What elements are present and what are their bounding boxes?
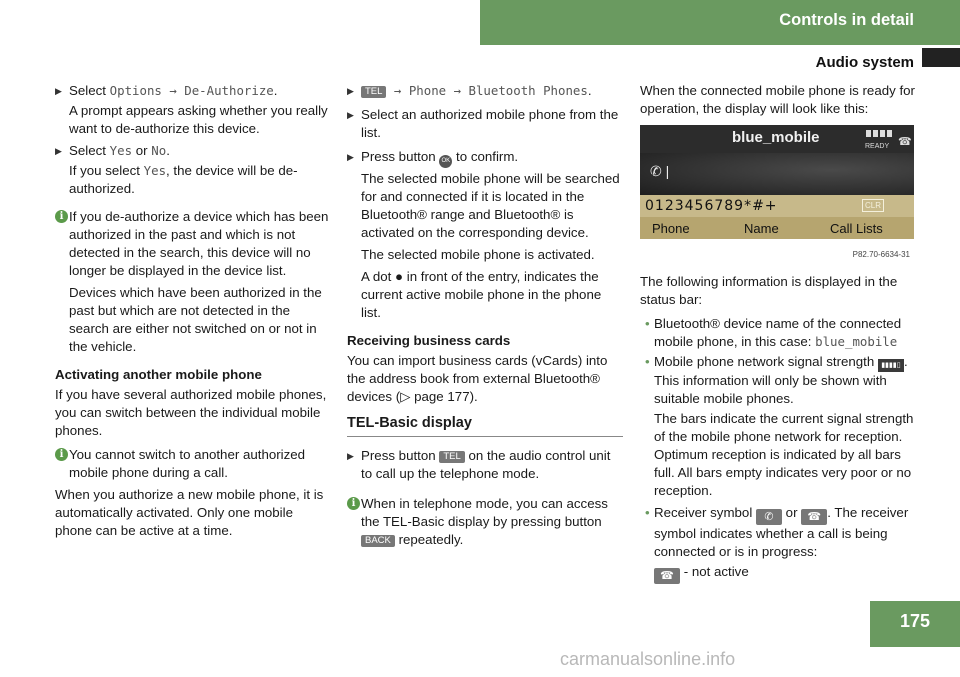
- heading-business-cards: Receiving business cards: [347, 333, 511, 348]
- screen-menu-call-lists: Call Lists: [830, 221, 883, 236]
- bullet-signal: • Mobile phone network signal strength ▮▮▮▮▯ . This information will only be shown with suitable mobile phones.: [645, 354, 908, 406]
- header-tab-marker: [922, 48, 960, 67]
- section-tel-basic: TEL-Basic display: [347, 414, 623, 437]
- column-1: [55, 82, 331, 546]
- confirm-desc-2: The selected mobile phone is activated.: [361, 247, 595, 262]
- step-yes-no: ▶ Select Yes or No.: [55, 143, 170, 158]
- step-arrow-icon: ▶: [347, 152, 354, 162]
- step-arrow-icon: ▶: [347, 86, 354, 96]
- tel-button-icon: TEL: [361, 86, 386, 98]
- receiver-not-active: ☎ - not active: [640, 563, 916, 584]
- step-deauthorize: ▶ Select Options → De-Authorize.: [55, 83, 278, 98]
- handset-icon: ✆ |: [650, 163, 670, 179]
- screen-menu-phone: Phone: [652, 221, 690, 236]
- info-icon: i: [55, 210, 68, 223]
- ok-button-icon: OK: [439, 155, 452, 168]
- info-note-call: i You cannot switch to another authorized mobile phone during a call.: [55, 446, 331, 482]
- page-number: 175: [870, 601, 960, 647]
- receiver-icon: ☎: [898, 136, 912, 148]
- signal-desc: The bars indicate the current signal strength of the mobile phone network for reception. Optimum reception is indicated by all bars full. All bars empty indicates very poor or no reception.: [654, 411, 914, 498]
- column-3: [640, 82, 916, 124]
- step-arrow-icon: ▶: [55, 146, 62, 156]
- section-title: Controls in detail: [779, 11, 914, 29]
- step-arrow-icon: ▶: [55, 86, 62, 96]
- step-confirm: ▶ Press button OK to confirm.: [347, 148, 623, 168]
- confirm-desc-3: A dot ● in front of the entry, indicates the current active mobile phone in the phone list.: [361, 269, 602, 320]
- back-button-icon: BACK: [361, 535, 395, 547]
- header-band: [480, 0, 960, 45]
- receiver-inactive-icon: ☎: [654, 568, 680, 584]
- step-tel-button: ▶ Press button TEL on the audio control unit to call up the telephone mode.: [347, 448, 611, 481]
- step-arrow-icon: ▶: [347, 110, 354, 120]
- signal-bars-icon: [866, 130, 894, 137]
- tel-button-icon: TEL: [439, 451, 464, 463]
- step-tel-menu: ▶ TEL → Phone → Bluetooth Phones.: [347, 83, 592, 98]
- paragraph-vcards: You can import business cards (vCards) into the address book from external Bluetooth® devices (▷ page 177).: [347, 353, 608, 404]
- screen-digit-row: 0123456789*#+: [645, 198, 778, 214]
- screen-menu-name: Name: [744, 221, 779, 236]
- subsection-title: Audio system: [815, 54, 914, 71]
- bullet-device-name: • Bluetooth® device name of the connected mobile phone, in this case: blue_mobile: [645, 316, 902, 349]
- info-note-back: i When in telephone mode, you can access the TEL-Basic display by pressing button BACK repeatedly.: [347, 495, 623, 549]
- heading-activating: Activating another mobile phone: [55, 367, 262, 382]
- step-deauthorize-desc: A prompt appears asking whether you really want to de-authorize this device.: [69, 103, 328, 136]
- step-yes-desc: If you select Yes, the device will be de-authorized.: [69, 163, 298, 196]
- paragraph-display-intro: When the connected mobile phone is ready for operation, the display will look like this:: [640, 83, 915, 116]
- signal-strength-icon: ▮▮▮▮▯: [878, 359, 904, 372]
- info-note-deauthorize: i If you de-authorize a device which has been authorized in the past and which is not detected in the search, this device will no longer be displayed in the device list. Devices which have been authorized in the past but which are not detected in the search are either not switched on or not in the vehicle.: [55, 208, 331, 356]
- paragraph-switch: If you have several authorized mobile phones, you can switch between the individual mobile phones.: [55, 387, 327, 438]
- info-icon: i: [55, 448, 68, 461]
- receiver-active-icon: ✆: [756, 509, 782, 525]
- receiver-inactive-icon: ☎: [801, 509, 827, 525]
- step-arrow-icon: ▶: [347, 451, 354, 461]
- bullet-receiver: • Receiver symbol ✆ or ☎ . The receiver symbol indicates whether a call is being connected or is in progress:: [645, 505, 909, 559]
- screen-ref-number: P82.70-6634-31: [852, 250, 910, 259]
- paragraph-authorize: When you authorize a new mobile phone, it is automatically activated. Only one mobile phone can be active at a time.: [55, 487, 324, 538]
- screen-ready-label: READY: [865, 143, 890, 150]
- screen-clr-button: CLR: [862, 199, 884, 212]
- tel-basic-display-screenshot: [640, 125, 914, 262]
- step-select-phone: ▶ Select an authorized mobile phone from the list.: [347, 107, 619, 140]
- paragraph-status-intro: The following information is displayed in the status bar:: [640, 274, 898, 307]
- column-2: [347, 82, 623, 553]
- watermark: carmanualsonline.info: [560, 649, 736, 669]
- column-3-lower: [640, 273, 916, 588]
- confirm-desc-1: The selected mobile phone will be searched for and connected if it is located in the Bluetooth® range and Bluetooth® is activated on the corresponding device.: [361, 171, 620, 240]
- screen-device-name: blue_mobile: [732, 129, 820, 146]
- info-icon: i: [347, 497, 360, 510]
